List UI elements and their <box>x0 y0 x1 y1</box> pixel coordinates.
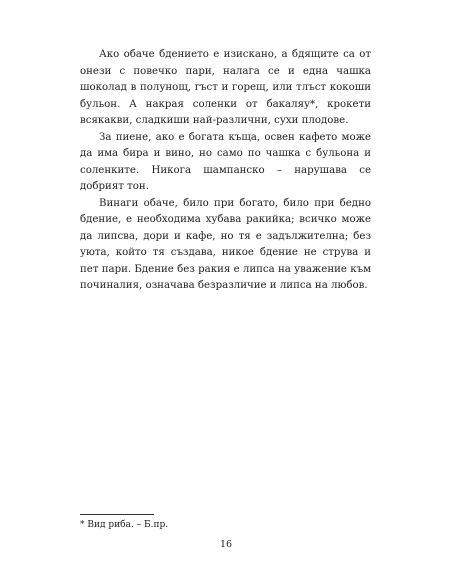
body-text <box>80 47 371 295</box>
paragraph-2: За пиене, ако е богата къща, освен кафето може да има бира и вино, но само по чашка с бульона и соленките. Никога шампанско – нарушава се добрият тон. <box>80 131 371 192</box>
footnote-divider <box>80 514 154 515</box>
footnote: * Вид риба. – Б.пр. <box>80 520 169 530</box>
paragraph-1: Ако обаче бдението е изискано, а бдящите са от онези с повечко пари, налага се и една чашка шоколад в полунощ, гъст и горещ, или тлъст кокоши бульон. А накрая соленки от бакаляу*, крокети всякакви, сладкиши най-различни, сухи плодове. <box>80 49 371 126</box>
page-number: 16 <box>219 539 233 550</box>
paragraph-3: Винаги обаче, било при богато, било при бедно бдение, е необходима хубава ракийка; всичко може да липсва, дори и кафе, но тя е задължителна; без уюта, който тя създава, никое бдение не струва и пет пари. Бдение без ракия е липса на уважение към починалия, означава безразличие и липса на любов. <box>80 197 371 291</box>
